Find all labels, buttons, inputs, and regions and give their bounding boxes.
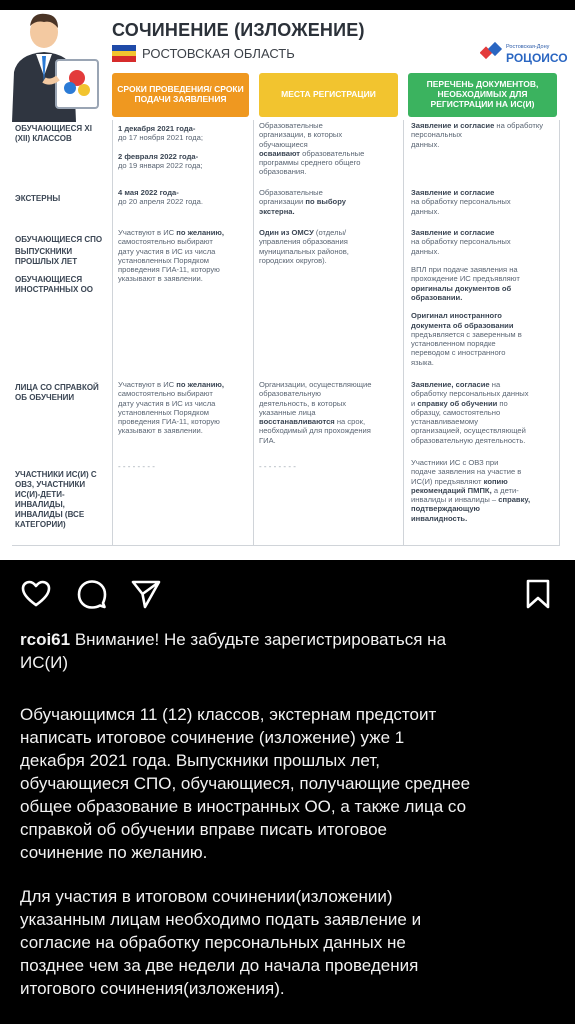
cell-dates-certificate: Участвуют в ИС по желанию, самостоятельно выбирают дату участия в ИС из числа установленных Порядком проведения ГИА-11, которую указывают в заявлении.: [118, 380, 225, 436]
divider: [12, 545, 560, 546]
comment-icon[interactable]: [76, 578, 108, 610]
cell-docs-disabled: Участники ИС с ОВЗ при подаче заявления на участие в ИС(И) предъявляют копию рекомендаций ПМПК, а дети- инвалиды и инвалиды – справку, подтверждающую инвалидность.: [411, 458, 531, 523]
post-caption-intro: rcoi61 Внимание! Не забудьте зарегистрироваться на ИС(И): [20, 630, 447, 672]
header-documents-list: ПЕРЕЧЕНЬ ДОКУМЕНТОВ, НЕОБХОДИМЫХ ДЛЯ РЕГИСТРАЦИИ НА ИС(И): [408, 73, 557, 117]
cell-dates-students: 1 декабря 2021 года- до 17 ноября 2021 года; 2 февраля 2022 года- до 19 января 2022 года;: [118, 124, 203, 170]
divider: [403, 120, 404, 545]
cell-docs-external: Заявление и согласие на обработку персональных данных.: [411, 188, 511, 216]
cell-place-spo: Один из ОМСУ (отделы/ управления образования муниципальных районов, городских округов).: [259, 228, 349, 265]
cell-dates-spo: Участвуют в ИС по желанию, самостоятельно выбирают дату участия в ИС из числа установленных Порядком проведения ГИА-11, которую указывают в заявлении.: [118, 228, 225, 284]
row-label-external: ЭКСТЕРНЫ: [15, 194, 61, 203]
post-actions-bar: [0, 560, 575, 624]
row-label-disabled: УЧАСТНИКИ ИС(И) С ОВЗ, УЧАСТНИКИ ИС(И)-ДЕТИ-ИНВАЛИДЫ, ИНВАЛИДЫ (ВСЕ КАТЕГОРИИ): [15, 470, 97, 529]
cell-place-certificate: Организации, осуществляющие образовательную деятельность, в которых указанные лица восстанавливаются на срок, необходимый для прохождения ГИА.: [259, 380, 372, 445]
divider: [253, 120, 254, 545]
row-label-certificate: ЛИЦА СО СПРАВКОЙ ОБ ОБУЧЕНИИ: [15, 383, 99, 402]
cell-docs-spo: Заявление и согласие на обработку персональных данных. ВПЛ при подаче заявления на прохождение ИС предъявляют оригиналы документов об образовании. Оригинал иностранного документа об образовании предъявляется с заверенным в установленном порядке переводом с иностранного языка.: [411, 228, 522, 367]
header-deadlines: СРОКИ ПРОВЕДЕНИЯ/ СРОКИ ПОДАЧИ ЗАЯВЛЕНИЯ: [112, 73, 249, 117]
logo-mark-icon: [480, 40, 504, 64]
row-label-spo: ОБУЧАЮЩИЕСЯ СПО ВЫПУСКНИКИ ПРОШЛЫХ ЛЕТ ОБУЧАЮЩИЕСЯ ИНОСТРАННЫХ ОО: [15, 235, 103, 294]
dash-placeholder: - - - - - - - -: [259, 462, 296, 471]
heart-icon[interactable]: [20, 578, 52, 610]
region-name: РОСТОВСКАЯ ОБЛАСТЬ: [142, 46, 295, 61]
infographic-title: СОЧИНЕНИЕ (ИЗЛОЖЕНИЕ): [112, 20, 365, 40]
post-caption-paragraph: Обучающимся 11 (12) классов, экстернам предстоит написать итоговое сочинение (изложение) уже 1 декабря 2021 года. Выпускники прошлых лет, обучающиеся СПО, обучающиеся, получающие среднее общее образование в иностранных ОО, а также лица со справкой об обучении вправе писать итоговое сочинение по желанию.: [20, 705, 471, 862]
teacher-mascot-illustration: [4, 10, 104, 122]
post-image[interactable]: СОЧИНЕНИЕ (ИЗЛОЖЕНИЕ) РОСТОВСКАЯ ОБЛАСТЬ Ростовская-Дону РОЦОИСО СРОКИ ПРОВЕДЕНИЯ/ СРОКИ ПОДАЧИ ЗАЯВЛЕНИЯ МЕСТА РЕГИСТРАЦИИ ПЕРЕЧЕНЬ ДОКУМЕНТОВ, НЕОБХОДИМЫХ ДЛЯ РЕГИСТРАЦИИ НА ИС(И) ОБУЧАЮЩИЕСЯ XI (XII) КЛАССОВ 1 декабря 2021 года- до 17 ноября 2021 года; 2 февраля 2022 года- до 19 января 2022 года; Образовательные организации, в которых обучающиеся осваивают образовательные программы среднего общего образования. Заявление и согласие на обработку персональных данных. ЭКСТЕРНЫ 4 мая 2022 года- до 20 апреля 2022 года. Образовательные организации по выбору экстерна. Заявление и согласие на обработку персональных данных. ОБУЧАЮЩИЕСЯ СПО ВЫПУСКНИКИ ПРОШЛЫХ ЛЕТ ОБУЧАЮЩИЕСЯ ИНОСТРАННЫХ ОО Участвуют в ИС по желанию, самостоятельно выбирают дату участия в ИС из числа установленных Порядком проведения ГИА-11, которую указывают в заявлении. Один из ОМСУ (отделы/ управления образования муниципальных районов, городских округов). Заявление и согласие на обработку персональных данных. ВПЛ при подаче заявления на прохождение ИС предъявляют оригиналы документов об образовании. Оригинал иностранного документа об образовании предъявляется с заверенным в установленном порядке переводом с иностранного языка. ЛИЦА СО СПРАВКОЙ ОБ ОБУЧЕНИИ Участвуют в ИС по желанию, самостоятельно выбирают дату участия в ИС из числа установленных Порядком проведения ГИА-11, которую указывают в заявлении. Организации, осуществляющие образовательную деятельность, в которых указанные лица восстанавливаются на срок, необходимый для прохождения ГИА. Заявление, согласие на обработку персональных данных и справку об обучении по образцу, самостоятельно устанавливаемому организацией, осуществляющей образовательную деятельность. УЧАСТНИКИ ИС(И) С ОВЗ, УЧАСТНИКИ ИС(И)-ДЕТИ-ИНВАЛИДЫ, ИНВАЛИДЫ (ВСЕ КАТЕГОРИИ) - - - - - - - - - - - - - - - - Участники ИС с ОВЗ при подаче заявления на участие в ИС(И) предъявляют копию рекомендаций ПМПК, а дети- инвалиды и инвалиды – справку, подтверждающую инвалидность.: [0, 10, 575, 560]
divider: [559, 120, 560, 545]
divider: [112, 120, 113, 545]
cell-place-external: Образовательные организации по выбору экстерна.: [259, 188, 346, 216]
send-icon[interactable]: [130, 578, 162, 610]
cell-docs-certificate: Заявление, согласие на обработку персональных данных и справку об обучении по образцу, самостоятельно устанавливаемому организацией, осуществляющей образовательную деятельность.: [411, 380, 529, 445]
status-bar: [0, 0, 575, 10]
cell-place-students: Образовательные организации, в которых обучающиеся осваивают образовательные программы среднего общего образования.: [259, 121, 365, 177]
header-registration-places: МЕСТА РЕГИСТРАЦИИ: [259, 73, 398, 117]
bookmark-icon[interactable]: [522, 578, 554, 610]
region-flag: [112, 45, 136, 62]
post-caption-paragraph: Для участия в итоговом сочинении(изложении) указанным лицам необходимо подать заявление и согласие на обработку персональных данных не позднее чем за две недели до начала проведения итогового сочинения(изложения).: [20, 887, 422, 998]
dash-placeholder: - - - - - - - -: [118, 462, 155, 471]
cell-dates-external: 4 мая 2022 года- до 20 апреля 2022 года.: [118, 188, 203, 207]
row-label-students: ОБУЧАЮЩИЕСЯ XI (XII) КЛАССОВ: [15, 124, 92, 143]
cell-docs-students: Заявление и согласие на обработку персональных данных.: [411, 121, 544, 149]
username-link[interactable]: rcoi61: [20, 630, 71, 649]
